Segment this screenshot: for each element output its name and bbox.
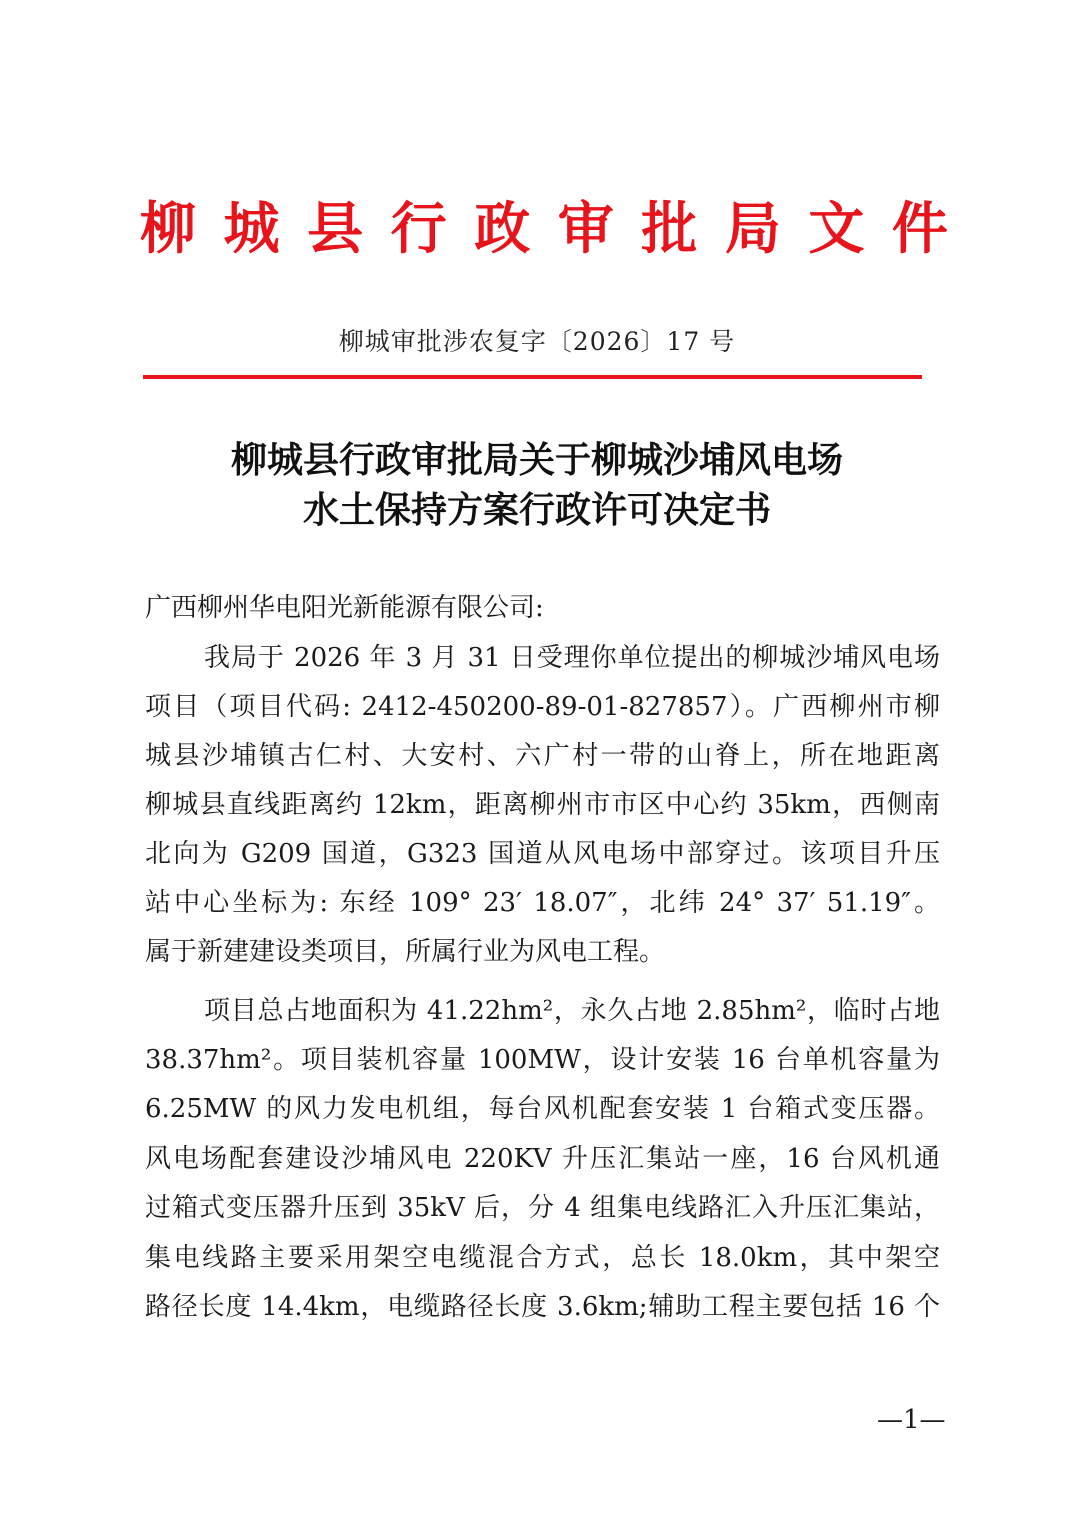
- body-line: 集电线路主要采用架空电缆混合方式，总长 18.0km，其中架空: [145, 1243, 940, 1273]
- page-number: —1—: [877, 1405, 946, 1435]
- addressee: 广西柳州华电阳光新能源有限公司:: [145, 593, 544, 623]
- header-char: 批: [641, 197, 698, 262]
- header-char: 柳: [140, 197, 196, 262]
- header-char: 城: [223, 197, 280, 262]
- document-number: 柳城审批涉农复字〔2026〕17 号: [338, 327, 736, 356]
- body-line: 38.37hm²。项目装机容量 100MW，设计安装 16 台单机容量为: [145, 1045, 940, 1075]
- body-line: 柳城县直线距离约 12km，距离柳州市市区中心约 35km，西侧南: [145, 790, 940, 820]
- header-char: 政: [474, 197, 531, 262]
- body-line: 6.25MW 的风力发电机组，每台风机配套安装 1 台箱式变压器。: [145, 1094, 940, 1124]
- issuing-authority-header: [140, 192, 948, 268]
- header-char: 审: [557, 197, 614, 262]
- body-line: 项目总占地面积为 41.22hm²，永久占地 2.85hm²，临时占地: [204, 996, 940, 1026]
- header-char: 局: [724, 197, 781, 262]
- title-line: 柳城县行政审批局关于柳城沙埔风电场: [230, 440, 843, 481]
- body-line: 风电场配套建设沙埔风电 220KV 升压汇集站一座，16 台风机通: [145, 1144, 940, 1174]
- header-char: 文: [808, 197, 865, 262]
- document-title: [0, 436, 1074, 536]
- header-char: 县: [307, 197, 364, 262]
- body-line: 站中心坐标为: 东经 109° 23′ 18.07″，北纬 24° 37′ 51.19″。: [145, 888, 940, 918]
- body-line: 过箱式变压器升压到 35kV 后，分 4 组集电线路汇入升压汇集站，: [145, 1193, 940, 1223]
- body-line: 北向为 G209 国道，G323 国道从风电场中部穿过。该项目升压: [145, 839, 940, 869]
- body-line: 路径长度 14.4km，电缆路径长度 3.6km;辅助工程主要包括 16 个: [145, 1292, 940, 1322]
- body-line: 项目（项目代码: 2412-450200-89-01-827857）。广西柳州市柳: [145, 692, 940, 722]
- body-line: 我局于 2026 年 3 月 31 日受理你单位提出的柳城沙埔风电场: [204, 643, 940, 673]
- body-line: 城县沙埔镇古仁村、大安村、六广村一带的山脊上，所在地距离: [145, 741, 940, 771]
- header-char: 件: [891, 197, 948, 262]
- body-line: 属于新建建设类项目，所属行业为风电工程。: [145, 937, 666, 967]
- title-line: 水土保持方案行政许可决定书: [302, 490, 771, 531]
- header-char: 行: [390, 197, 447, 262]
- red-divider: [143, 375, 922, 379]
